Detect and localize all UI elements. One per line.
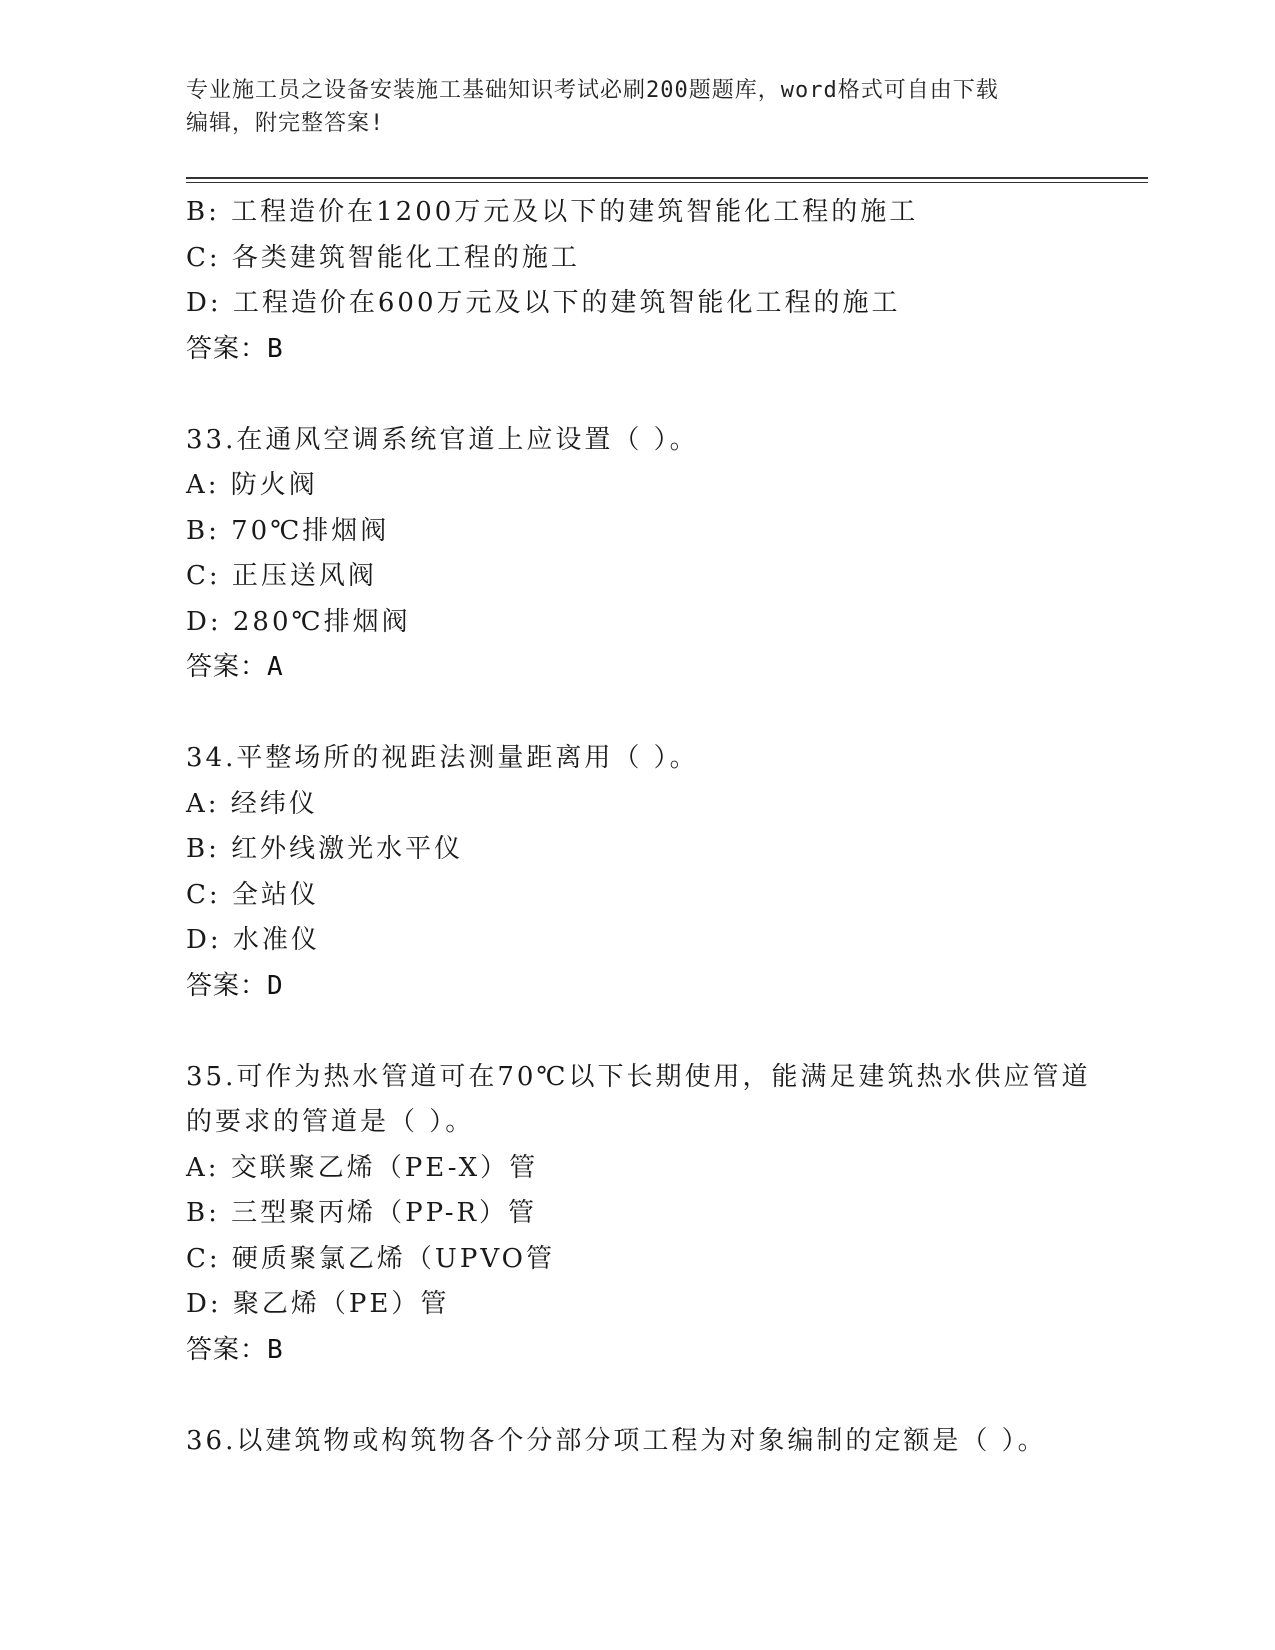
question-list	[186, 190, 1146, 1464]
option-d: D: 工程造价在600万元及以下的建筑智能化工程的施工	[186, 288, 901, 318]
answer-line: 答案：D	[186, 970, 284, 1001]
question-stem: 36.以建筑物或构筑物各个分部分项工程为对象编制的定额是（ ）。	[186, 1425, 1047, 1456]
question-stem: 33.在通风空调系统官道上应设置（ ）。	[186, 424, 699, 455]
spacer	[186, 1373, 1146, 1419]
page-header	[186, 74, 1086, 140]
question-stem: 35.可作为热水管道可在70℃以下长期使用，能满足建筑热水供应管道	[186, 1061, 1091, 1092]
option-b: B: 工程造价在1200万元及以下的建筑智能化工程的施工	[186, 197, 919, 227]
option-d: D: 水准仪	[186, 925, 320, 955]
option-b: B: 红外线激光水平仪	[186, 834, 464, 864]
answer-line: 答案：B	[186, 1334, 284, 1365]
option-c: C: 全站仪	[186, 879, 319, 910]
option-a: A: 防火阀	[186, 470, 318, 500]
option-b: B: 70℃排烟阀	[186, 515, 390, 546]
option-c: C: 各类建筑智能化工程的施工	[186, 242, 580, 273]
option-a: A: 经纬仪	[186, 788, 318, 819]
question-stem-continued: 的要求的管道是（ ）。	[186, 1107, 475, 1137]
option-c: C: 硬质聚氯乙烯（UPVO管	[186, 1243, 555, 1274]
spacer	[186, 691, 1146, 737]
question-33	[186, 418, 1146, 691]
option-c: C: 正压送风阀	[186, 561, 377, 591]
question-stem: 34.平整场所的视距法测量距离用（ ）。	[186, 743, 699, 773]
option-a: A: 交联聚乙烯（PE-X）管	[186, 1152, 539, 1183]
answer-line: 答案：A	[186, 652, 284, 682]
header-title-line-2: 编辑，附完整答案!	[186, 111, 385, 136]
answer-line: 答案：B	[186, 333, 284, 364]
header-title-line-1: 专业施工员之设备安装施工基础知识考试必刷200题题库，word格式可自由下载	[186, 78, 999, 103]
option-b: B: 三型聚丙烯（PP-R）管	[186, 1198, 538, 1228]
option-d: D: 聚乙烯（PE）管	[186, 1289, 450, 1319]
option-d: D: 280℃排烟阀	[186, 606, 411, 637]
question-32	[186, 190, 1146, 372]
question-35	[186, 1055, 1146, 1374]
spacer	[186, 372, 1146, 418]
spacer	[186, 1009, 1146, 1055]
question-34	[186, 736, 1146, 1009]
header-divider-thick	[186, 177, 1148, 179]
question-36	[186, 1419, 1146, 1465]
header-divider-thin	[186, 182, 1148, 183]
